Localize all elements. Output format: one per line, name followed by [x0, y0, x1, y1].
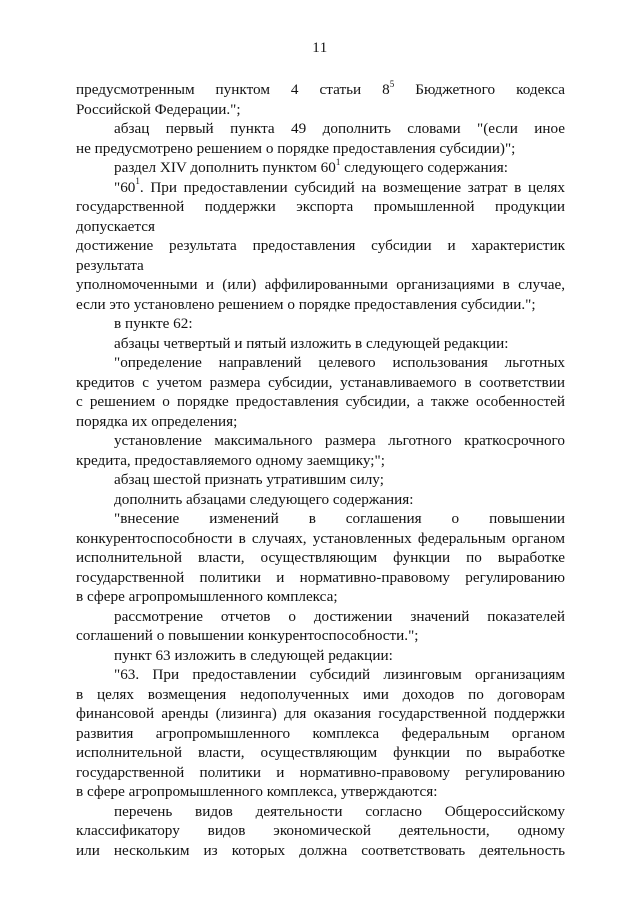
- text-line: в сфере агропромышленного комплекса, утверждаются:: [76, 783, 438, 800]
- text-line: в пункте 62:: [114, 315, 193, 332]
- page-number: 11: [312, 40, 328, 56]
- text-line: конкурентоспособности в случаях, установленных федеральным органом: [76, 529, 565, 547]
- paragraph: [76, 665, 565, 802]
- paragraph: [76, 607, 565, 646]
- text-line: с решением о порядке предоставления субсидии, а также особенностей: [76, 393, 565, 410]
- text-line: "внесение изменений в соглашения о повышении: [114, 510, 565, 527]
- paragraph: [76, 431, 565, 470]
- text-line: исполнительной власти, осуществляющим функции по выработке: [76, 549, 565, 566]
- text-line: кредитов с учетом размера субсидии, устанавливаемого в соответствии: [76, 373, 565, 391]
- text-line: абзац шестой признать утратившим силу;: [114, 471, 384, 488]
- text-line: абзацы четвертый и пятый изложить в следующей редакции:: [114, 334, 509, 352]
- text-line: государственной политики и нормативно-правовому регулированию: [76, 763, 565, 781]
- text-line: финансовой аренды (лизинга) для оказания государственной поддержки: [76, 705, 565, 722]
- text-line: Российской Федерации.";: [76, 100, 241, 118]
- paragraph: [76, 80, 565, 119]
- text-line: порядка их определения;: [76, 412, 238, 430]
- text-line: государственной политики и нормативно-правовому регулированию: [76, 568, 565, 586]
- paragraph: [76, 158, 565, 178]
- text-line: достижение результата предоставления субсидии и характеристик результата: [76, 237, 565, 274]
- paragraph: [76, 178, 565, 315]
- text-line: раздел XIV дополнить пунктом $60^1$ следующего содержания:: [114, 156, 508, 176]
- document-body: [76, 80, 565, 860]
- text-line: государственной поддержки экспорта промышленной продукции допускается: [76, 198, 565, 235]
- paragraph: [76, 353, 565, 431]
- paragraph: [76, 314, 565, 334]
- text-line: пункт 63 изложить в следующей редакции:: [114, 646, 393, 664]
- paragraph: [76, 509, 565, 607]
- text-line: в целях возмещения недополученных ими доходов по договорам: [76, 685, 565, 703]
- paragraph: [76, 490, 565, 510]
- text-line: уполномоченными и (или) аффилированными организациями в случае,: [76, 276, 565, 293]
- text-line: развития агропромышленного комплекса федеральным органом: [76, 724, 565, 742]
- paragraph: [76, 646, 565, 666]
- text-line: или нескольким из которых должна соответствовать деятельность: [76, 841, 565, 859]
- text-line: классификатору видов экономической деятельности, одному: [76, 822, 565, 839]
- text-line: предусмотренным пунктом 4 статьи $8^5$ Бюджетного кодекса: [76, 78, 565, 98]
- paragraph: [76, 470, 565, 490]
- text-line: в сфере агропромышленного комплекса;: [76, 588, 338, 605]
- text-line: не предусмотрено решением о порядке предоставления субсидии)";: [76, 139, 516, 157]
- text-line: "$60^1$. При предоставлении субсидий на возмещение затрат в целях: [114, 176, 565, 196]
- text-line: "63. При предоставлении субсидий лизинговым организациям: [114, 666, 565, 683]
- text-line: перечень видов деятельности согласно Общероссийскому: [114, 802, 565, 820]
- text-line: абзац первый пункта 49 дополнить словами "(если иное: [114, 120, 565, 137]
- text-line: дополнить абзацами следующего содержания:: [114, 490, 414, 508]
- text-line: исполнительной власти, осуществляющим функции по выработке: [76, 744, 565, 761]
- text-line: рассмотрение отчетов о достижении значений показателей: [114, 607, 565, 625]
- paragraph: [76, 119, 565, 158]
- text-line: соглашений о повышении конкурентоспособности.";: [76, 627, 419, 644]
- paragraph: [76, 802, 565, 861]
- text-line: "определение направлений целевого использования льготных: [114, 354, 565, 371]
- text-line: установление максимального размера льготного краткосрочного: [114, 432, 565, 449]
- text-line: если это установлено решением о порядке предоставления субсидии.";: [76, 295, 536, 313]
- paragraph: [76, 334, 565, 354]
- text-line: кредита, предоставляемого одному заемщику;";: [76, 451, 385, 469]
